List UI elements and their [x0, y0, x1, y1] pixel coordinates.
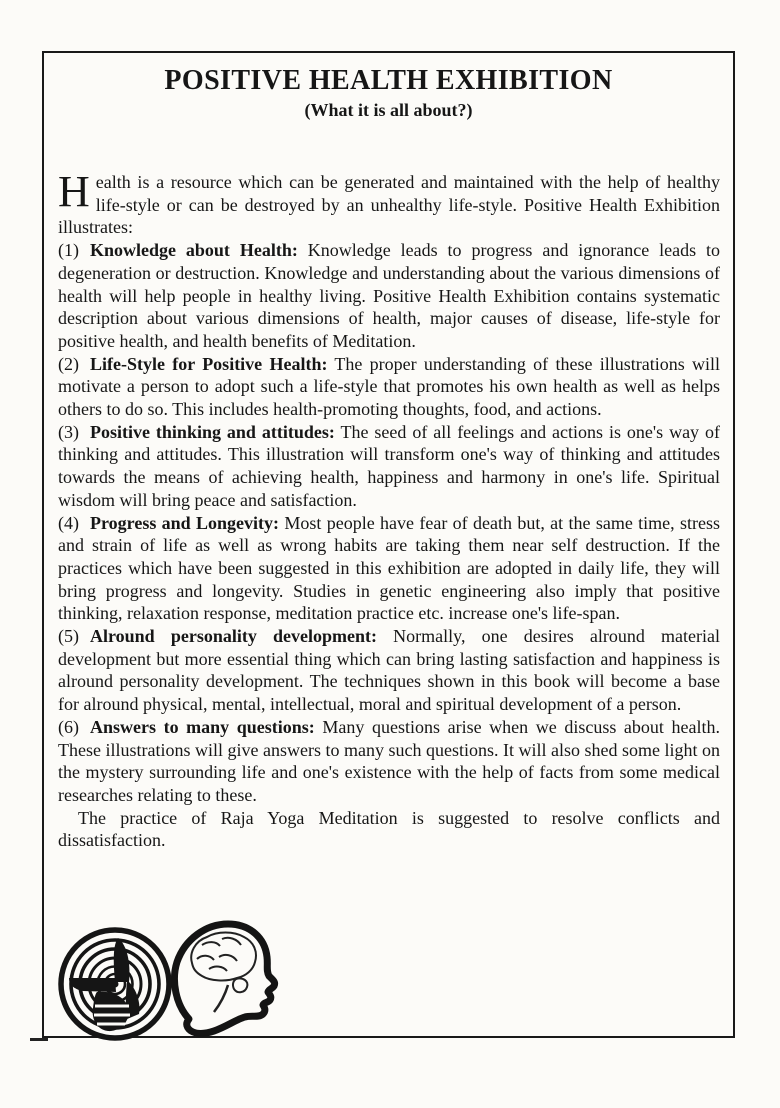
item-heading: Life-Style for Positive Health: [90, 353, 328, 374]
item-number: (5) [58, 626, 79, 647]
body-text [58, 167, 721, 852]
item-body: Most people have fear of death but, at the same time, stress and strain of life as well as wrong habits are taking them near self destruction. If the practices which have been suggested in this exhibition are adopted in daily life, they will bring progress and longevity. Studies in genetic engineering also imply that positive thinking, relaxation response, meditation practice etc. increase one's life-span. [58, 512, 720, 624]
item-paragraph-6 [58, 716, 720, 807]
item-body: The seed of all feelings and actions is one's way of thinking and attitudes. This illustration will transform one's way of thinking and attitudes towards the means of achieving health, happiness and harmony in one's life. Spiritual wisdom will bring peace and satisfaction. [58, 421, 720, 510]
item-body: The proper understanding of these illustrations will motivate a person to adopt such a life-style that promotes his own health as well as helps others to do so. This includes health-promoting thoughts, food, and actions. [58, 353, 720, 420]
item-number: (6) [58, 716, 79, 737]
page-header [44, 65, 733, 121]
page-title: POSITIVE HEALTH EXHIBITION [164, 65, 613, 96]
closing-paragraph: The practice of Raja Yoga Meditation is suggested to resolve conflicts and dissatisfaction. [58, 807, 720, 851]
item-heading: Knowledge about Health: [90, 240, 298, 261]
item-number: (1) [58, 240, 79, 261]
item-heading: Positive thinking and attitudes: [90, 421, 335, 442]
item-body: Knowledge leads to progress and ignorance leads to degeneration or destruction. Knowledge and understanding about the various dimensions of health will help people in healthy living. Positive Health Exhibition contains systematic description about various dimensions of health, major causes of disease, life-style for positive health, and health benefits of Meditation. [58, 240, 721, 351]
item-number: (3) [58, 421, 79, 442]
page-border-box [42, 51, 735, 1038]
item-heading: Alround personality development: [90, 626, 377, 647]
item-paragraph-3 [58, 421, 720, 512]
scan-border-artifact [30, 1038, 48, 1041]
item-number: (4) [58, 512, 79, 533]
intro-paragraph [58, 167, 720, 239]
dropcap-letter: H [58, 167, 90, 216]
page-subtitle: (What it is all about?) [304, 100, 473, 120]
item-paragraph-1 [58, 239, 720, 353]
item-number: (2) [58, 353, 79, 374]
item-paragraph-5 [58, 625, 720, 716]
intro-text: ealth is a resource which can be generated and maintained with the help of healthy life-style or can be destroyed by an unhealthy life-style. Positive Health Exhibition illustrates: [58, 172, 720, 238]
item-body: Normally, one desires alround material development but more essential thing which can bring lasting satisfaction and happiness is alround personality development. The techniques shown in this book will become a base for alround physical, mental, intellectual, moral and spiritual development of a person. [58, 626, 720, 715]
item-heading: Progress and Longevity: [90, 512, 280, 533]
item-paragraph-4 [58, 512, 720, 626]
item-heading: Answers to many questions: [90, 716, 315, 737]
item-paragraph-2 [58, 353, 720, 421]
target-spiral-meditation-icon [54, 925, 180, 1043]
head-brain-profile-icon [164, 917, 288, 1037]
publisher-logo [54, 923, 288, 1043]
item-body: Many questions arise when we discuss about health. These illustrations will give answers to many such questions. It will also shed some light on the mystery surrounding life and one's existence with the help of facts from some medical researches relating to these. [58, 716, 720, 805]
